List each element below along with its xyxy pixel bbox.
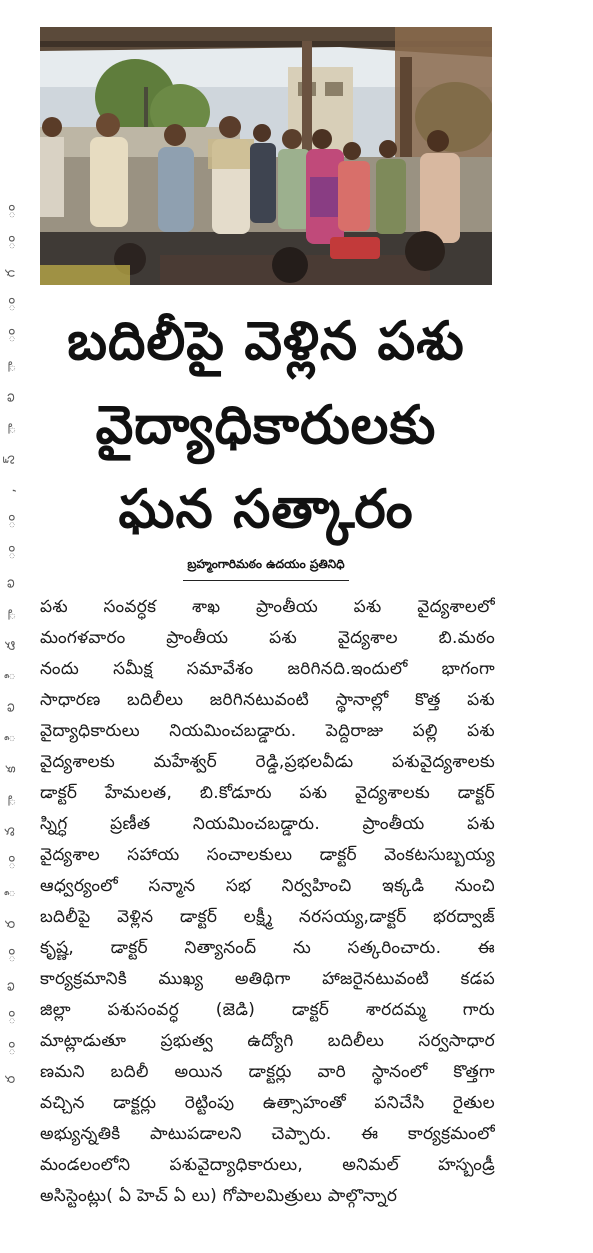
- margin-fragment: ల: [3, 702, 19, 713]
- article-body: [40, 592, 495, 1212]
- margin-fragment: ల: [3, 981, 19, 992]
- headline-line-2: వైద్యాధికారులకు: [95, 395, 437, 456]
- group-photo-illustration: [40, 27, 492, 285]
- margin-fragment: ం: [3, 328, 19, 343]
- headline: [40, 300, 492, 552]
- margin-fragment: ా: [3, 795, 19, 806]
- margin-fragment: ం: [3, 514, 19, 529]
- margin-fragment: ా: [3, 609, 19, 620]
- article-line: అసిస్టెంట్లు( ఏ హెచ్ ఏ లు) గోపాలమిత్రులు పాల్గొన్నార: [40, 1186, 398, 1206]
- article-line: జిల్లా పశుసంవర్ధ (జెడి) డాక్టర్ శారదమ్మ గారు: [40, 1000, 495, 1020]
- margin-fragment: ం: [3, 204, 19, 219]
- article-line: వైద్యాధికారులు నియమించబడ్డారు. పెద్దిరాజు పల్లి పశు: [40, 721, 495, 741]
- headline-line-3: ఘన సత్కారం: [118, 479, 414, 540]
- adjacent-column-fragment: [0, 205, 22, 1215]
- article-line: ఆధ్వర్యంలో సన్మాన సభ నిర్వహించి ఇక్కడి నుంచి: [40, 876, 495, 896]
- article-line: సాధారణ బదిలీలు జరిగినటువంటి స్థానాల్లో కొత్త పశు: [40, 690, 495, 710]
- margin-fragment: గ: [3, 269, 19, 278]
- article-line: బదిలీపై వెళ్లిన డాక్టర్ లక్ష్మీ నరసయ్య,డాక్టర్ భరద్వాజ్: [40, 907, 495, 927]
- article-line: మాట్లాడుతూ ప్రభుత్వ ఉద్యోగి బదిలీలు సర్వసాధార: [40, 1031, 495, 1051]
- margin-fragment: ం: [3, 545, 19, 560]
- margin-fragment: ర: [3, 920, 19, 929]
- margin-fragment: ,: [3, 488, 19, 493]
- margin-fragment: ి: [3, 734, 19, 743]
- article-line: కార్యక్రమానికి ముఖ్య అతిథిగా హాజరైనటువంటి కడప: [40, 969, 495, 989]
- margin-fragment: ి: [3, 672, 19, 681]
- article-line: నందు సమీక్ష సమావేశం జరిగినది.ఇందులో భాగంగా: [40, 659, 495, 679]
- margin-fragment: ం: [3, 297, 19, 312]
- article-line: వైద్యశాల సహాయ సంచాలకులు డాక్టర్ వెంకటసుబ్బయ్య: [40, 845, 495, 865]
- margin-fragment: ం: [3, 235, 19, 250]
- margin-fragment: ల: [3, 578, 19, 589]
- article-line: కృష్ణ, డాక్టర్ నిత్యానంద్ ను సత్కరించారు. ఈ: [40, 938, 495, 958]
- margin-fragment: ర: [3, 1075, 19, 1084]
- article-line: వైద్యశాలకు మహేశ్వర్ రెడ్డి,ప్రభలవీడు పశువైద్యశాలకు: [40, 752, 495, 772]
- byline: [40, 553, 492, 581]
- article-line: ణమని బదిలీ అయిన డాక్టర్లు వారి స్థానంలో కొత్తగా: [40, 1062, 495, 1082]
- margin-fragment: స్: [3, 454, 19, 465]
- margin-fragment: ా: [3, 361, 19, 372]
- margin-fragment: ి: [3, 889, 19, 898]
- margin-fragment: ల: [3, 392, 19, 403]
- margin-fragment: క: [3, 766, 19, 773]
- margin-fragment: ం: [3, 1010, 19, 1025]
- headline-line-1: బదిలీపై వెళ్లిన పశు: [67, 311, 465, 372]
- article-line: డాక్టర్ హేమలత, బి.కోడూరు పశు వైద్యశాలకు డాక్టర్: [40, 783, 495, 803]
- margin-fragment: ం: [3, 948, 19, 963]
- margin-fragment: ా: [3, 423, 19, 434]
- article-line: వచ్చిన డాక్టర్లు రెట్టింపు ఉత్సాహంతో పనిచేసి రైతుల: [40, 1093, 495, 1113]
- article-line: మండలంలోని పశువైద్యాధికారులు, అనిమల్ హస్బండ్రీ: [40, 1155, 495, 1175]
- article-line: అభ్యున్నతికి పాటుపడాలని చెప్పారు. ఈ కార్యక్రమంలో: [40, 1124, 495, 1144]
- article-line: మంగళవారం ప్రాంతీయ పశు వైద్యశాల బి.మఠం: [40, 628, 495, 648]
- margin-fragment: వ: [3, 826, 19, 837]
- margin-fragment: ం: [3, 855, 19, 870]
- news-photo: [40, 27, 492, 285]
- article-line: స్నిగ్ధ ప్రణీత నియమించబడ్డారు. ప్రాంతీయ పశు: [40, 814, 495, 834]
- article-line: పశు సంవర్ధక శాఖ ప్రాంతీయ పశు వైద్యశాలలో: [40, 597, 495, 617]
- byline-text: బ్రహ్మంగారిమఠం ఉదయం ప్రతినిధి: [183, 557, 348, 581]
- margin-fragment: ం: [3, 1041, 19, 1056]
- margin-fragment: డ: [3, 640, 19, 651]
